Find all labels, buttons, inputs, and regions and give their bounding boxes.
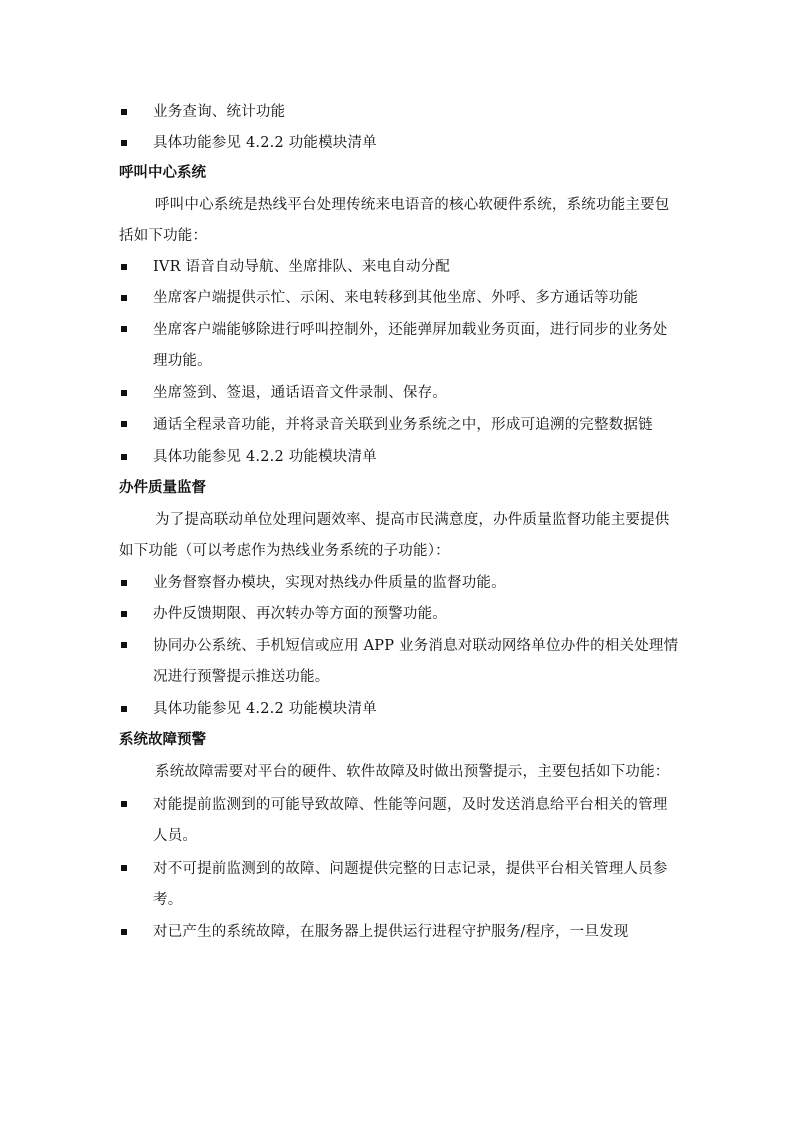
square-bullet-icon xyxy=(121,390,127,396)
list-item xyxy=(119,98,679,127)
square-bullet-icon xyxy=(121,865,127,871)
section-heading: 呼叫中心系统 xyxy=(119,165,206,181)
square-bullet-icon xyxy=(121,929,127,935)
square-bullet-icon xyxy=(121,421,127,427)
list-item xyxy=(119,284,679,313)
list-item-text: 坐席签到、签退，通话语音文件录制、保存。 xyxy=(153,385,447,401)
section-heading: 办件质量监督 xyxy=(119,480,206,496)
square-bullet-icon xyxy=(121,109,127,115)
list-item xyxy=(119,631,679,693)
list-item xyxy=(119,600,679,629)
list-item-text: 对不可提前监测到的故障、问题提供完整的日志记录，提供平台相关管理人员参考。 xyxy=(153,861,668,908)
list-item xyxy=(119,253,679,282)
list-item-text: 对已产生的系统故障，在服务器上提供运行进程守护服务/程序，一旦发现 xyxy=(153,924,629,940)
list-item xyxy=(119,695,679,724)
square-bullet-icon xyxy=(121,706,127,712)
list-item xyxy=(119,129,679,158)
section-bullet-list xyxy=(119,569,679,724)
list-item-text: 业务查询、统计功能 xyxy=(153,104,286,120)
square-bullet-icon xyxy=(121,801,127,807)
section-heading: 系统故障预警 xyxy=(119,732,206,748)
list-item-text: 办件反馈期限、再次转办等方面的预警功能。 xyxy=(153,606,447,622)
list-item-text: 通话全程录音功能，并将录音关联到业务系统之中，形成可追溯的完整数据链 xyxy=(153,417,653,433)
list-item xyxy=(119,315,679,377)
list-item-text: 业务督察督办模块，实现对热线办件质量的监督功能。 xyxy=(153,575,506,591)
list-item xyxy=(119,379,679,408)
section-bullet-list xyxy=(119,253,679,472)
square-bullet-icon xyxy=(121,642,127,648)
intro-bullet-list xyxy=(119,98,679,158)
square-bullet-icon xyxy=(121,454,127,460)
list-item xyxy=(119,569,679,598)
list-item-text: 协同办公系统、手机短信或应用 APP 业务消息对联动网络单位办件的相关处理情况进行预警提示推送功能。 xyxy=(153,638,679,685)
section-paragraph: 系统故障需要对平台的硬件、软件故障及时做出预警提示，主要包括如下功能： xyxy=(155,764,670,780)
section-paragraph: 为了提高联动单位处理问题效率、提高市民满意度，办件质量监督功能主要提供如下功能（可以考虑作为热线业务系统的子功能）： xyxy=(119,512,670,559)
list-item-text: IVR 语音自动导航、坐席排队、来电自动分配 xyxy=(153,259,451,275)
list-item-text: 具体功能参见 4.2.2 功能模块清单 xyxy=(153,449,377,465)
section-bullet-list xyxy=(119,790,679,947)
document-body xyxy=(119,98,679,947)
square-bullet-icon xyxy=(121,264,127,270)
square-bullet-icon xyxy=(121,295,127,301)
list-item-text: 具体功能参见 4.2.2 功能模块清单 xyxy=(153,135,377,151)
list-item xyxy=(119,918,679,947)
list-item-text: 坐席客户端能够除进行呼叫控制外，还能弹屏加载业务页面，进行同步的业务处理功能。 xyxy=(153,322,668,369)
list-item-text: 对能提前监测到的可能导致故障、性能等问题，及时发送消息给平台相关的管理人员。 xyxy=(153,797,668,844)
square-bullet-icon xyxy=(121,140,127,146)
square-bullet-icon xyxy=(121,611,127,617)
square-bullet-icon xyxy=(121,580,127,586)
list-item-text: 具体功能参见 4.2.2 功能模块清单 xyxy=(153,701,377,717)
list-item xyxy=(119,410,679,441)
list-item-text: 坐席客户端提供示忙、示闲、来电转移到其他坐席、外呼、多方通话等功能 xyxy=(153,290,639,306)
list-item xyxy=(119,854,679,916)
list-item xyxy=(119,443,679,472)
list-item xyxy=(119,790,679,852)
square-bullet-icon xyxy=(121,326,127,332)
section-paragraph: 呼叫中心系统是热线平台处理传统来电语音的核心软硬件系统，系统功能主要包括如下功能： xyxy=(119,197,670,244)
